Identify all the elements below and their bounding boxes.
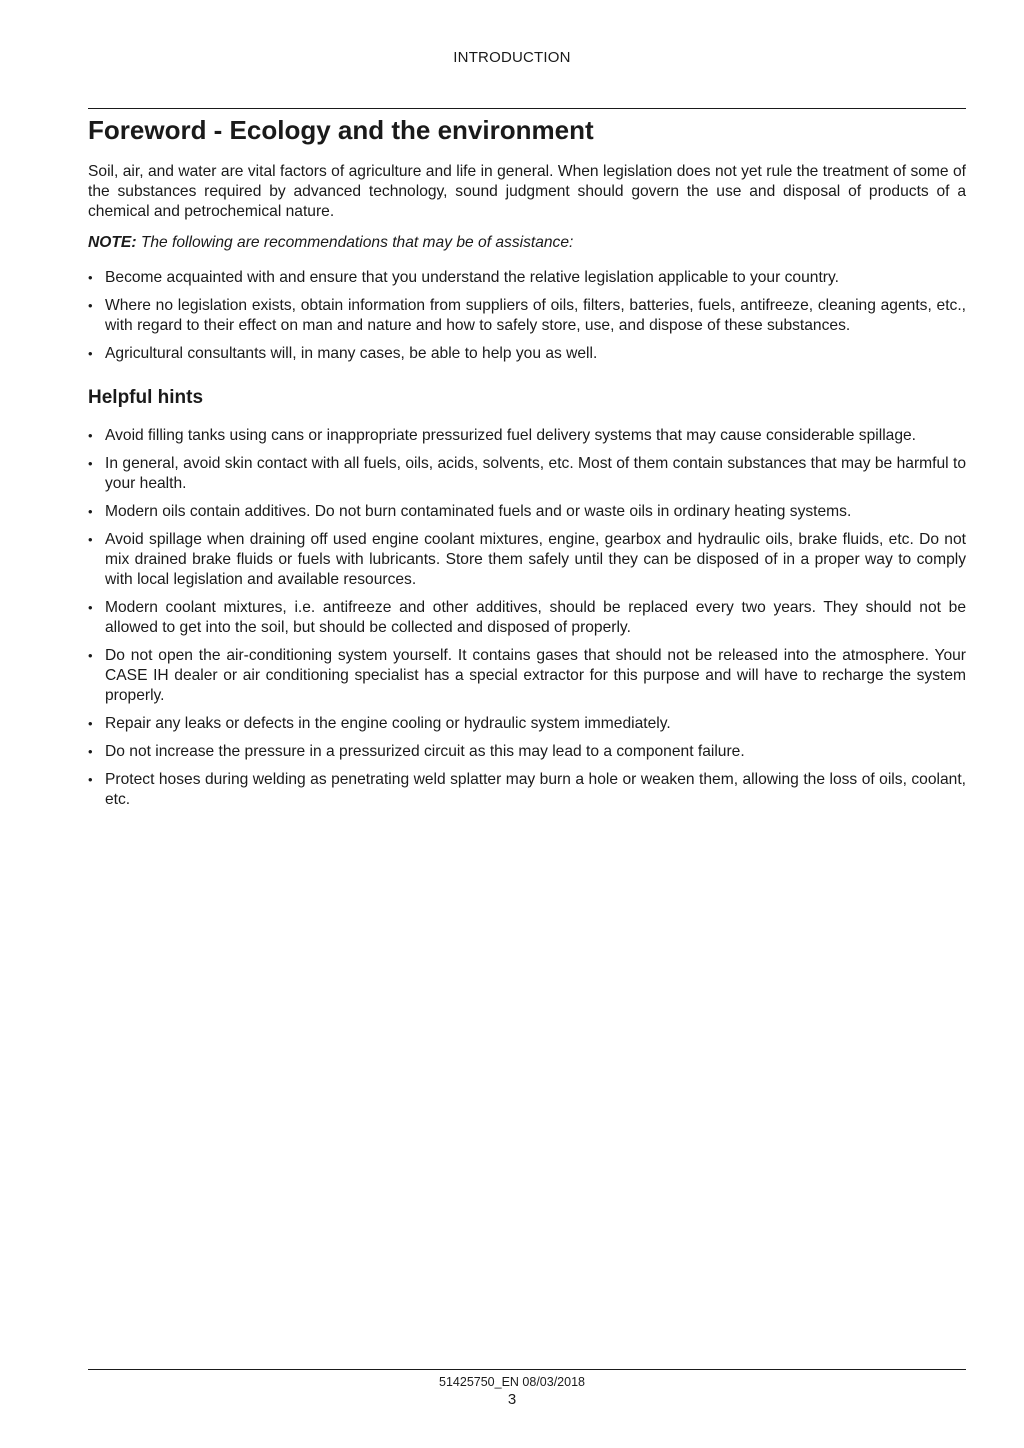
list-item: • In general, avoid skin contact with all fuels, oils, acids, solvents, etc. Most of them contain substances that may be harmful to your health. — [88, 454, 966, 494]
helpful-hints-heading: Helpful hints — [88, 387, 204, 408]
list-item: • Do not increase the pressure in a pressurized circuit as this may lead to a component failure. — [88, 742, 966, 762]
page-content — [88, 114, 966, 818]
recommendations-list — [88, 268, 966, 364]
list-item: • Modern coolant mixtures, i.e. antifreeze and other additives, should be replaced every two years. They should not be allowed to get into the soil, but should be collected and disposed of properly. — [88, 598, 966, 638]
intro-paragraph: Soil, air, and water are vital factors of agriculture and life in general. When legislation does not yet rule the treatment of some of the substances required by advanced technology, sound judgment should govern the use and disposal of products of a chemical and petrochemical nature. — [88, 163, 966, 220]
note-label: NOTE: — [88, 234, 137, 251]
running-header: INTRODUCTION — [453, 49, 571, 66]
list-item: • Repair any leaks or defects in the engine cooling or hydraulic system immediately. — [88, 714, 966, 734]
list-item: • Avoid spillage when draining off used engine coolant mixtures, engine, gearbox and hydraulic oils, brake fluids, etc. Do not mix drained brake fluids or fuels with lubricants. Store them safely until they can be disposed of in a proper way to comply with local legislation and available resources. — [88, 530, 966, 590]
page-number: 3 — [507, 1391, 517, 1408]
note-paragraph — [88, 233, 966, 253]
note-text: The following are recommendations that may be of assistance: — [136, 234, 574, 251]
list-item: • Modern oils contain additives. Do not burn contaminated fuels and or waste oils in ordinary heating systems. — [88, 502, 966, 522]
header-divider — [88, 108, 966, 109]
footer-divider — [88, 1369, 966, 1370]
list-item: • Protect hoses during welding as penetrating weld splatter may burn a hole or weaken them, allowing the loss of oils, coolant, etc. — [88, 770, 966, 810]
footer-document-id: 51425750_EN 08/03/2018 — [439, 1375, 585, 1389]
helpful-hints-list — [88, 426, 966, 810]
list-item: • Avoid filling tanks using cans or inappropriate pressurized fuel delivery systems that may cause considerable spillage. — [88, 426, 966, 446]
list-item: • Agricultural consultants will, in many cases, be able to help you as well. — [88, 344, 966, 364]
list-item: • Do not open the air-conditioning system yourself. It contains gases that should not be released into the atmosphere. Your CASE IH dealer or air conditioning specialist has a special extractor for this purpose and will have to recharge the system properly. — [88, 646, 966, 706]
list-item: • Where no legislation exists, obtain information from suppliers of oils, filters, batteries, fuels, antifreeze, cleaning agents, etc., with regard to their effect on man and nature and how to safely store, use, and dispose of these substances. — [88, 296, 966, 336]
list-item: • Become acquainted with and ensure that you understand the relative legislation applicable to your country. — [88, 268, 966, 288]
page-title: Foreword - Ecology and the environment — [88, 115, 594, 145]
